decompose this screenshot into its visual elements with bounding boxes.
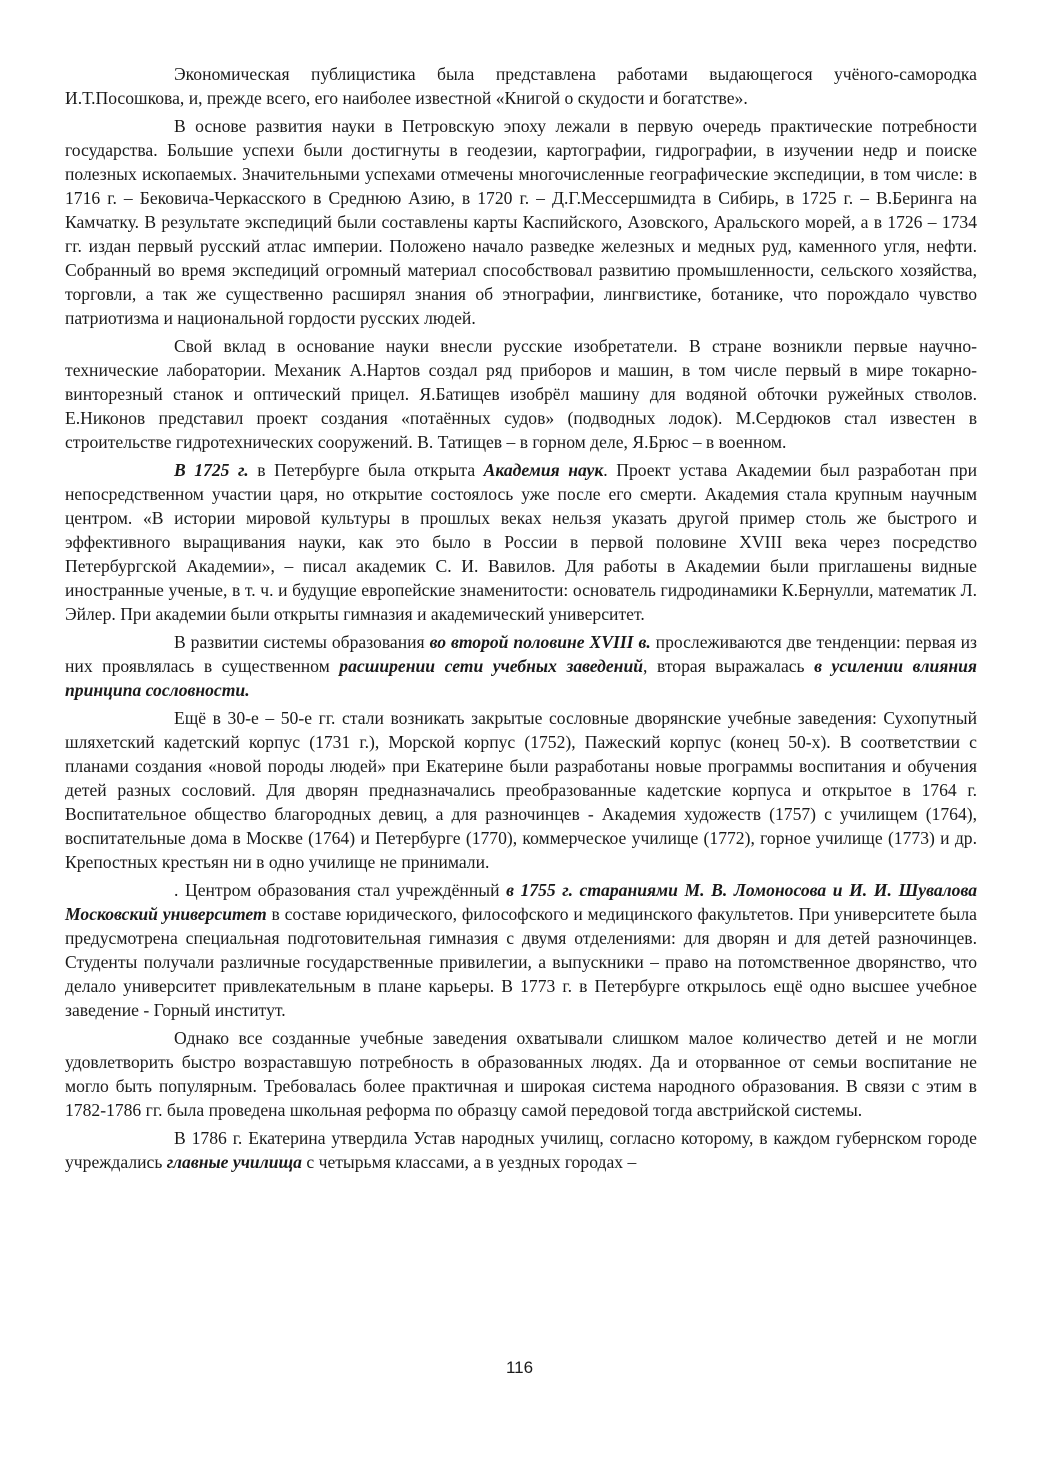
paragraph [65,1126,977,1174]
emphasized-text: в 1755 г. стараниями М. В. Ломоносова и И. И. Шувалова Московский университет [65,880,977,924]
paragraph [65,1026,977,1122]
emphasized-text: Академия наук [483,460,604,480]
text-run: в Петербурге была открыта [248,460,484,480]
text-run: В основе развития науки в Петровскую эпоху лежали в первую очередь практические потребности государства. Большие успехи были достигнуты в геодезии, картографии, гидрографии, в изучении недр и поиске полезных ископаемых. Значительными успехами отмечены многочисленные географические экспедиции, в том числе: в 1716 г. – Бековича-Черкасского в Среднюю Азию, в 1720 г. – Д.Г.Мессершмидта в Сибирь, в 1725 г. – В.Беринга на Камчатку. В результате экспедиций были составлены карты Каспийского, Азовского, Аральского морей, а в 1726 – 1734 гг. издан первый русский атлас империи. Положено начало разведке железных и медных руд, каменного угля, нефти. Собранный во время экспедиций огромный материал способствовал развитию промышленности, сельского хозяйства, торговли, а так же существенно расширял знания об этнографии, лингвистике, ботанике, что порождало чувство патриотизма и национальной гордости русских людей. [65,116,977,328]
emphasized-text: В 1725 г. [174,460,249,480]
text-run: В развитии системы образования [174,632,430,652]
paragraph [65,114,977,330]
emphasized-text: в усилении влияния принципа сословности. [65,656,977,700]
paragraph [65,878,977,1022]
text-run: , вторая выражалась [643,656,815,676]
text-run: Ещё в 30-е – 50-е гг. стали возникать закрытые сословные дворянские учебные заведения: Сухопутный шляхетский кадетский корпус (1731 г.), Морской корпус (1752), Пажеский корпус (конец 50-х). В соответствии с планами создания «новой породы людей» при Екатерине были разработаны новые программы воспитания и обучения детей разных сословий. Для дворян предназначались преобразованные кадетские корпуса и открытое в 1764 г. Воспитательное общество благородных девиц, а для разночинцев - Академия художеств (1757) с училищем (1764), воспитательные дома в Москве (1764) и Петербурге (1770), коммерческое училище (1772), горное училище (1773) и др. Крепостных крестьян ни в одно училище не принимали. [65,708,977,872]
page-number: 116 [505,1358,534,1377]
emphasized-text: главные училища [166,1152,302,1172]
paragraph [65,62,977,110]
paragraph [65,334,977,454]
text-run: Свой вклад в основание науки внесли русские изобретатели. В стране возникли первые научно-технические лаборатории. Механик А.Нартов создал ряд приборов и машин, в том числе первый в мире токарно-винторезный станок и оптический прицел. Я.Батищев изобрёл машину для водяной обточки ружейных стволов. Е.Никонов представил проект создания «потаённых судов» (подводных лодок). М.Сердюков стал известен в строительстве гидротехнических сооружений. В. Татищев – в горном деле, Я.Брюс – в военном. [65,336,977,452]
text-run: прослеживаются две тенденции: первая из них проявлялась в существенном [65,632,978,676]
text-run: . Проект устава Академии был разработан при непосредственном участии царя, но открытие состоялось уже после его смерти. Академия стала крупным научным центром. «В истории мировой культуры в прошлых веках нельзя указать другой пример столь же быстрого и эффективного выращивания науки, как это было в России в первой половине XVIII века через посредство Петербургской Академии», – писал академик С. И. Вавилов. Для работы в Академии были приглашены видные иностранные ученые, в т. ч. и будущие европейские знаменитости: основатель гидродинамики К.Бернулли, математик Л. Эйлер. При академии были открыты гимназия и академический университет. [65,460,977,624]
emphasized-text: расширении сети учебных заведений [339,656,644,676]
text-run: . Центром образования стал учреждённый [174,880,507,900]
text-run: в составе юридического, философского и медицинского факультетов. При университете была предусмотрена специальная подготовительная гимназия с двумя отделениями: для дворян и для детей разночинцев. Студенты получали различные государственные привилегии, а выпускники – право на потомственное дворянство, что делало университет привлекательным в плане карьеры. В 1773 г. в Петербурге открылось ещё одно высшее учебное заведение - Горный институт. [65,904,977,1020]
paragraph [65,458,977,626]
text-run: В 1786 г. Екатерина утвердила Устав народных училищ, согласно которому, в каждом губернском городе учреждались [65,1128,977,1172]
text-run: с четырьмя классами, а в уездных городах – [301,1152,637,1172]
paragraph [65,706,977,874]
paragraph [65,630,977,702]
text-run: Экономическая публицистика была представлена работами выдающегося учёного-самородка И.Т.Посошкова, и, прежде всего, его наиболее известной «Книгой о скудости и богатстве». [65,64,977,108]
text-run: Однако все созданные учебные заведения охватывали слишком малое количество детей и не могли удовлетворить быстро возраставшую потребность в образованных людях. Да и оторванное от семьи воспитание не могло быть популярным. Требовалась более практичная и широкая система народного образования. В связи с этим в 1782-1786 гг. была проведена школьная реформа по образцу самой передовой тогда австрийской системы. [65,1028,977,1120]
emphasized-text: во второй половине XVIII в. [429,632,651,652]
document-body [65,62,977,1178]
